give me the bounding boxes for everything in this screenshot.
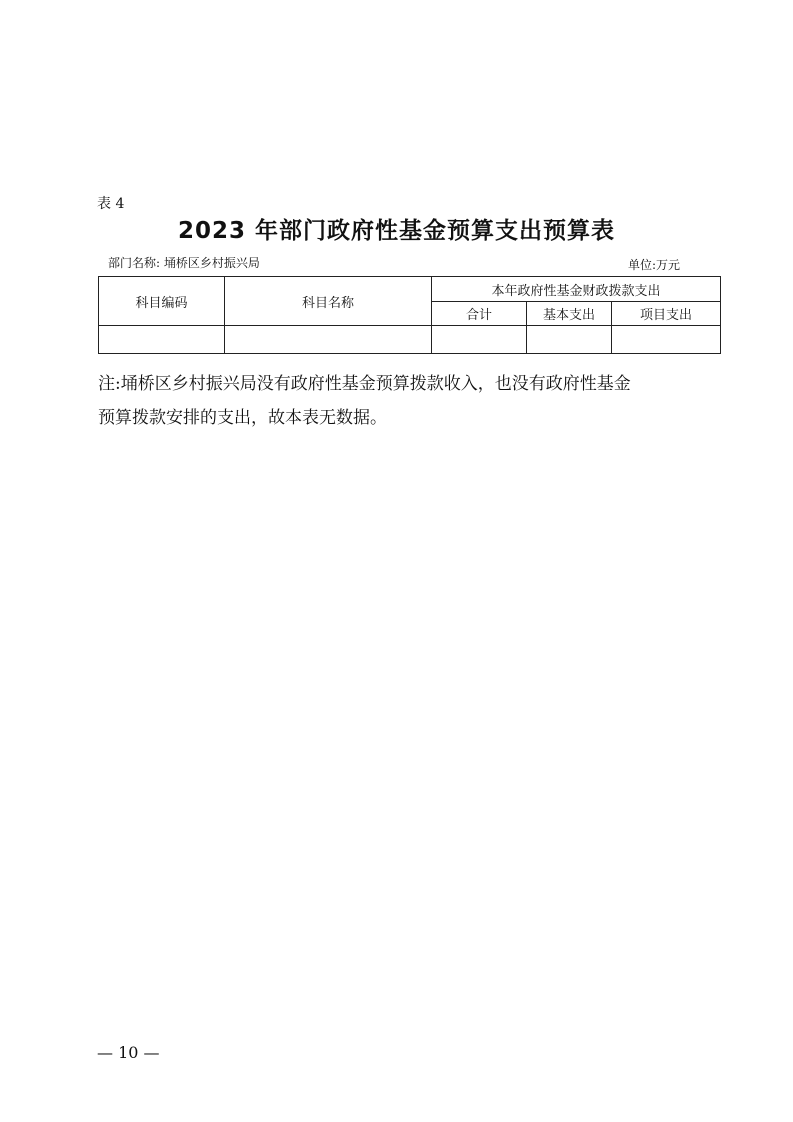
note <box>98 367 708 435</box>
column-group-header: 本年政府性基金财政拨款支出 <box>432 277 721 302</box>
note-line: 注:埇桥区乡村振兴局没有政府性基金预算拨款收入，也没有政府性基金 <box>98 374 631 394</box>
department-label: 部门名称: 埇桥区乡村振兴局 <box>108 256 260 270</box>
table-row <box>99 326 721 354</box>
table-cell <box>432 326 527 354</box>
unit-label: 单位:万元 <box>627 258 680 272</box>
table-cell <box>225 326 432 354</box>
table-cell <box>527 326 612 354</box>
column-header-basic: 基本支出 <box>527 302 612 326</box>
column-header-total: 合计 <box>432 302 527 326</box>
column-header-name: 科目名称 <box>225 277 432 326</box>
table-number: 表 4 <box>97 196 125 212</box>
note-line: 预算拨款安排的支出，故本表无数据。 <box>98 408 387 428</box>
table-cell <box>99 326 225 354</box>
table-cell <box>612 326 721 354</box>
column-header-code: 科目编码 <box>99 277 225 326</box>
column-header-project: 项目支出 <box>612 302 721 326</box>
page-number: — 10 — <box>97 1043 160 1062</box>
page-title: 2023 年部门政府性基金预算支出预算表 <box>177 218 616 244</box>
budget-table <box>98 276 721 354</box>
table-header-row <box>99 277 721 302</box>
